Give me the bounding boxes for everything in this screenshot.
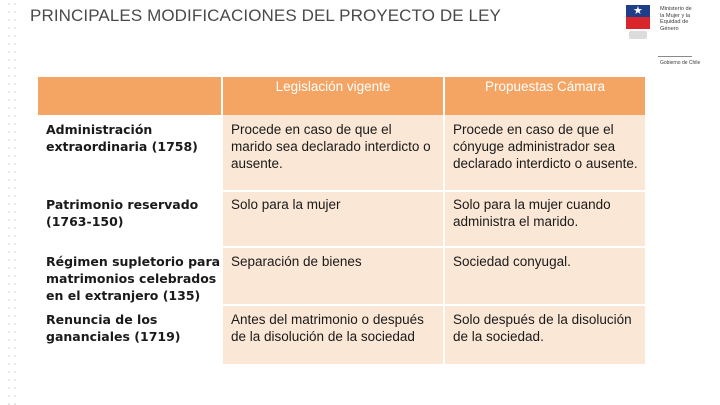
page-title: PRINCIPALES MODIFICACIONES DEL PROYECTO DE LEY (30, 6, 501, 25)
flag-red-block (626, 17, 650, 29)
table-cell-proposal: Sociedad conyugal. (453, 254, 571, 269)
table-cell-current: Solo para la mujer (231, 197, 341, 212)
table-cell-current: Separación de bienes (231, 254, 362, 269)
table-cell-topic: Renuncia de los gananciales (1719) (46, 312, 181, 344)
column-header-proposal: Propuestas Cámara (484, 79, 606, 94)
table-cell-current: Antes del matrimonio o después de la disolución de la sociedad (231, 312, 424, 344)
government-logo (626, 5, 701, 73)
logo-divider (658, 56, 692, 57)
table-cell-topic: Patrimonio reservado (1763-150) (46, 197, 199, 229)
table-cell-proposal: Solo después de la disolución de la sociedad. (453, 312, 632, 344)
decorative-dots (6, 0, 16, 405)
crest-icon (629, 31, 647, 39)
star-icon: ★ (633, 5, 643, 17)
table-cell-proposal: Procede en caso de que el cónyuge administrador sea declarado interdicto o ausente. (453, 122, 638, 171)
logo-ministry-name: Ministerio de la Mujer y la Equidad de Género (660, 6, 692, 32)
table-cell-proposal: Solo para la mujer cuando administra el marido. (453, 197, 611, 229)
table-cell-topic: Régimen supletorio para matrimonios celebrados en el extranjero (135) (46, 254, 221, 303)
logo-government-name: Gobierno de Chile (660, 60, 701, 66)
column-header-current: Legislación vigente (275, 79, 391, 94)
table-cell-current: Procede en caso de que el marido sea declarado interdicto o ausente. (231, 122, 431, 171)
table-cell-topic: Administración extraordinaria (1758) (46, 122, 198, 154)
